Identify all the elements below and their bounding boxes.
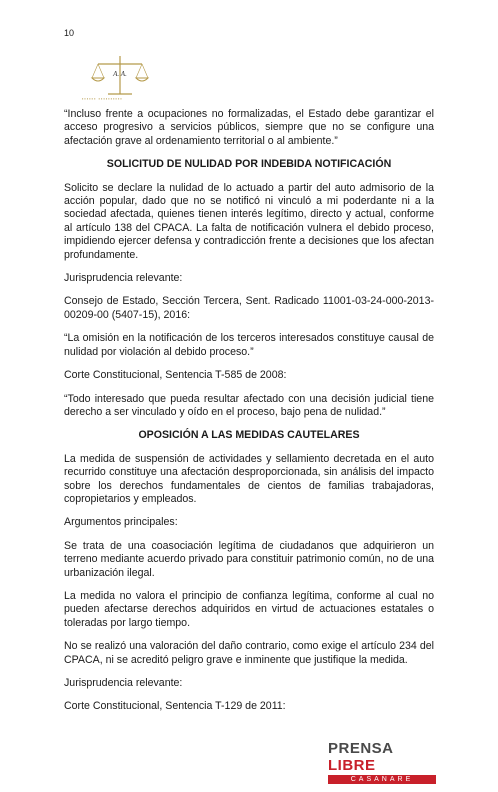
paragraph: No se realizó una valoración del daño contrario, como exige el artículo 234 del CPACA, ni se acreditó peligro grave e inminente que justifique la medida. — [64, 640, 434, 666]
paragraph: La medida de suspensión de actividades y sellamiento decretada en el auto recurrido constituye una afectación desproporcionada, sin análisis del impacto sobre los derechos fundamentales de cientos de familias trabajadoras, copropietarios y empleados. — [64, 452, 434, 505]
watermark-region: CASANARE — [328, 775, 436, 784]
quote-paragraph: “Incluso frente a ocupaciones no formalizadas, el Estado debe garantizar el acceso progresivo a servicios públicos, siempre que no se configure una afectación grave al ordenamiento territorial o al ambiente.” — [64, 108, 434, 147]
paragraph: Jurisprudencia relevante: — [64, 272, 183, 285]
quote-paragraph: “La omisión en la notificación de los terceros interesados constituye causal de nulidad por violación al debido proceso.” — [64, 332, 434, 358]
quote-paragraph: “Todo interesado que pueda resultar afectado con una decisión judicial tiene derecho a ser vinculado y oído en el proceso, bajo pena de nulidad.” — [64, 392, 434, 418]
paragraph: Solicito se declare la nulidad de lo actuado a partir del auto admisorio de la acción popular, dado que no se notificó ni vinculó a mi poderdante ni a la sociedad afectada, quienes tienen interés legítimo, directo y actual, conforme al artículo 138 del CPACA. La falta de notificación vulnera el debido proceso, impidiendo ejercer defensa y contradicción frente a decisiones que los afectan profundamente. — [64, 181, 434, 261]
law-firm-logo — [70, 52, 170, 102]
paragraph: Argumentos principales: — [64, 516, 178, 529]
paragraph: Jurisprudencia relevante: — [64, 677, 183, 689]
paragraph: La medida no valora el principio de confianza legítima, conforme al cual no pueden afectarse derechos adquiridos en virtud de actuaciones estatales o toleradas por largo tiempo. — [64, 589, 434, 629]
paragraph: Corte Constitucional, Sentencia T-585 de 2008: — [64, 369, 287, 382]
page-number: 10 — [64, 28, 75, 38]
logo-subtitle: ▪▪▪▪▪▪ ▪▪▪▪▪▪▪▪▪▪ — [82, 96, 123, 101]
paragraph: Se trata de una coasociación legítima de ciudadanos que adquirieron un terreno mediante acuerdo privado para constituir patrimonio común, no de una urbanización ilegal. — [64, 539, 434, 579]
prensa-libre-watermark — [328, 740, 436, 784]
section-heading-oposicion: OPOSICIÓN A LAS MEDIDAS CAUTELARES — [138, 429, 360, 442]
document-body — [64, 108, 434, 724]
paragraph: Corte Constitucional, Sentencia T-129 de 2011: — [64, 700, 286, 713]
svg-text:A. A.: A. A. — [113, 70, 127, 78]
watermark-brand: PRENSA LIBRE — [328, 740, 393, 774]
paragraph: Consejo de Estado, Sección Tercera, Sent. Radicado 11001-03-24-000-2013-00209-00 (5407-15), 2016: — [64, 295, 434, 321]
section-heading-nulidad: SOLICITUD DE NULIDAD POR INDEBIDA NOTIFICACIÓN — [106, 158, 392, 171]
